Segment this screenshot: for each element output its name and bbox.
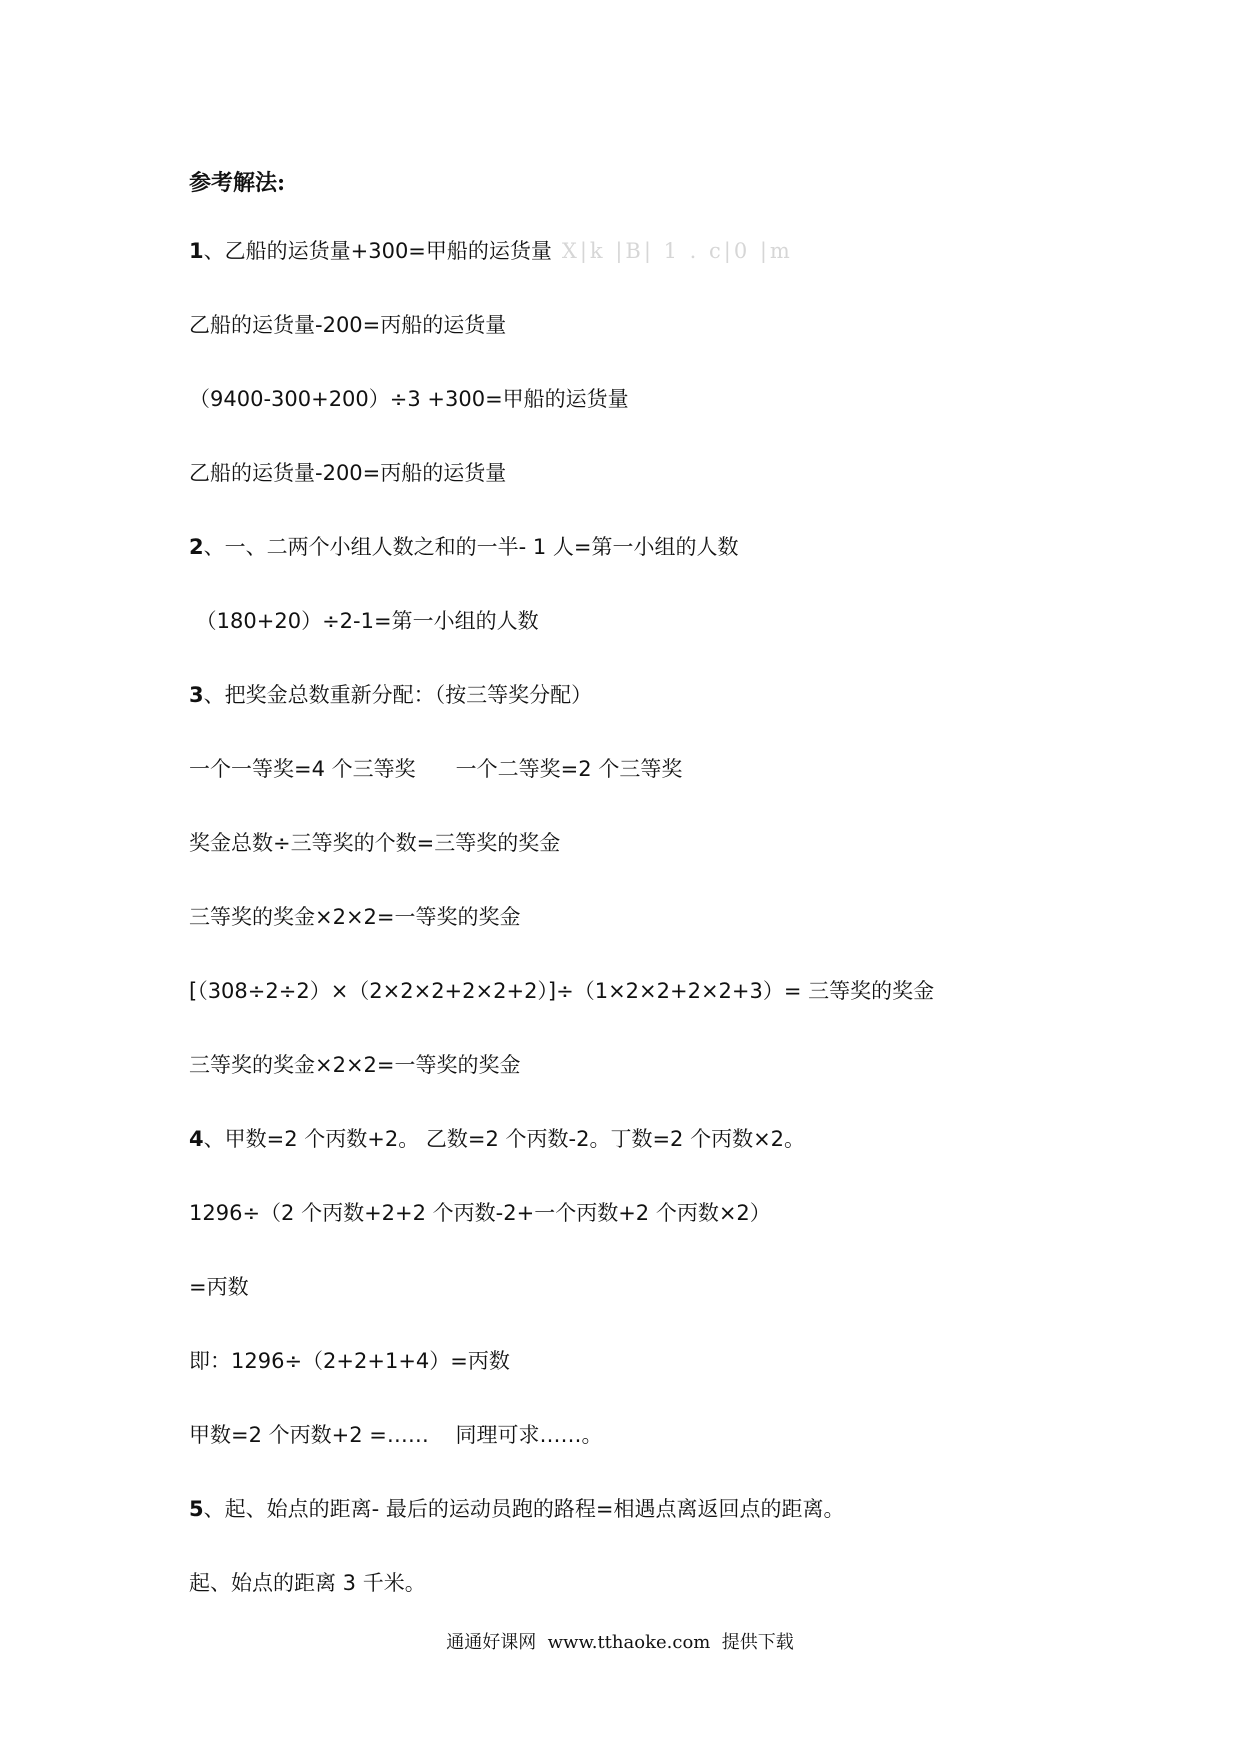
line-text: 、把奖金总数重新分配：（按三等奖分配） xyxy=(203,683,593,707)
line-text: 、乙船的运货量+300=甲船的运货量 xyxy=(203,239,552,263)
solution-line-18 xyxy=(189,1494,844,1524)
watermark-text: X|k |B| 1 . c|0 |m xyxy=(561,239,793,263)
line-text: 甲数=2 个丙数+2 =…… 同理可求……。 xyxy=(189,1423,603,1447)
solution-line-4 xyxy=(189,458,506,488)
solution-line-7 xyxy=(189,680,592,710)
solution-line-11 xyxy=(189,976,934,1006)
line-text: 、甲数=2 个丙数+2。 乙数=2 个丙数-2。丁数=2 个丙数×2。 xyxy=(203,1127,806,1151)
line-text: =丙数 xyxy=(189,1275,249,1299)
problem-number: 1 xyxy=(189,239,204,263)
solution-line-19 xyxy=(189,1568,426,1598)
line-text: 1296÷（2 个丙数+2+2 个丙数-2+一个丙数+2 个丙数×2） xyxy=(189,1201,771,1225)
line-text: 即：1296÷（2+2+1+4）=丙数 xyxy=(189,1349,510,1373)
line-text: 、一、二两个小组人数之和的一半- 1 人=第一小组的人数 xyxy=(203,535,739,559)
problem-number: 4 xyxy=(189,1127,204,1151)
solution-line-15 xyxy=(189,1272,249,1302)
solution-line-14 xyxy=(189,1198,771,1228)
solution-line-1 xyxy=(189,236,793,266)
line-text: [（308÷2÷2）×（2×2×2+2×2+2）]÷（1×2×2+2×2+3）= 三等奖的奖金 xyxy=(189,979,935,1003)
solution-line-13 xyxy=(189,1124,805,1154)
problem-number: 3 xyxy=(189,683,204,707)
solution-line-10 xyxy=(189,902,521,932)
page-footer: 通通好课网 www.tthaoke.com 提供下载 xyxy=(446,1632,794,1653)
problem-number: 2 xyxy=(189,535,204,559)
solution-line-5 xyxy=(189,532,739,562)
line-text: 三等奖的奖金×2×2=一等奖的奖金 xyxy=(189,1053,521,1077)
solution-line-9 xyxy=(189,828,560,858)
solution-line-3 xyxy=(189,384,629,414)
line-text: 起、始点的距离 3 千米。 xyxy=(189,1571,426,1595)
solution-line-8 xyxy=(189,754,682,784)
solution-line-17 xyxy=(189,1420,603,1450)
line-text: 一个一等奖=4 个三等奖 一个二等奖=2 个三等奖 xyxy=(189,757,683,781)
solution-line-6 xyxy=(189,606,539,636)
line-text: 三等奖的奖金×2×2=一等奖的奖金 xyxy=(189,905,521,929)
solution-line-2 xyxy=(189,310,506,340)
section-heading: 参考解法: xyxy=(189,170,286,196)
solution-line-16 xyxy=(189,1346,510,1376)
line-text: 乙船的运货量-200=丙船的运货量 xyxy=(189,461,507,485)
solution-line-12 xyxy=(189,1050,521,1080)
line-text: （9400-300+200）÷3 +300=甲船的运货量 xyxy=(189,387,629,411)
line-text: （180+20）÷2-1=第一小组的人数 xyxy=(189,609,539,633)
line-text: 奖金总数÷三等奖的个数=三等奖的奖金 xyxy=(189,831,561,855)
line-text: 、起、始点的距离- 最后的运动员跑的路程=相遇点离返回点的距离。 xyxy=(203,1497,845,1521)
problem-number: 5 xyxy=(189,1497,204,1521)
line-text: 乙船的运货量-200=丙船的运货量 xyxy=(189,313,507,337)
